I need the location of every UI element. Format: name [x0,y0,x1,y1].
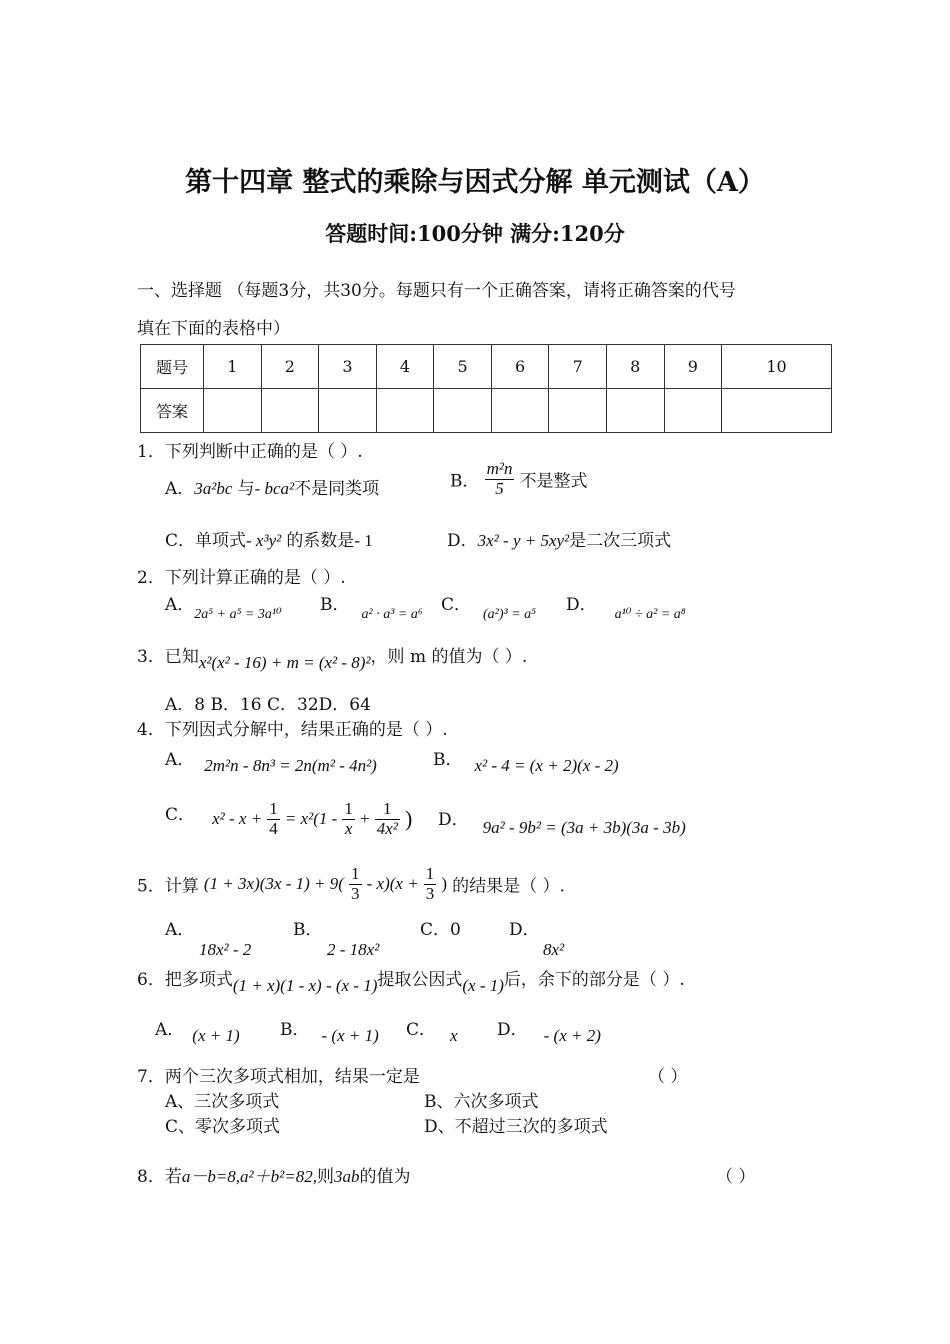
q3-options: A．8 B．16 C．32D．64 [165,695,371,715]
q7-option-c: C、零次多项式 [165,1117,281,1137]
q5-option-b: B． 2 - 18x² [293,920,380,959]
q7-option-d: D、不超过三次的多项式 [424,1117,608,1137]
q1-option-b: B． $\frac{\text{m²n}}{5}$ 不是整式 [450,459,588,498]
q7-answer-paren: （ ） [648,1067,688,1087]
exam-info: 答题时间:100分钟 满分:120分 [325,221,625,246]
table-number-cell: 2 [261,345,319,389]
answer-table [140,344,832,433]
q4-option-a: A． 2m²n - 8n³ = 2n(m² - 4n²) [165,750,377,775]
q7-option-b: B、六次多项式 [424,1092,539,1112]
answer-cell[interactable] [722,389,832,433]
q2-option-a: A．2a⁵ + a⁵ = 3a¹⁰ [165,595,282,622]
page-title: 第十四章 整式的乘除与因式分解 单元测试（A） [185,167,765,198]
q4-option-c: C． x² - x + $\frac{1}{4}$ = x²(1 - $\frac{1}{x}$ + $\frac{1}{\text{4x²}}$ ) [165,799,413,838]
table-number-cell: 5 [434,345,492,389]
q5-option-d: D． 8x² [509,920,565,959]
answer-cell[interactable] [606,389,664,433]
answer-cell[interactable] [491,389,549,433]
answer-cell[interactable] [376,389,434,433]
section-heading-line2: 填在下面的表格中） [137,319,290,339]
answer-table-header-row [141,345,832,389]
q2-stem: 2．下列计算正确的是（ ）. [137,568,346,588]
q7-option-a: A、三次多项式 [165,1092,280,1112]
table-number-cell: 1 [204,345,262,389]
q3-stem: 3．已知x²(x² - 16) + m = (x² - 8)²，则 m 的值为（ ）. [137,647,528,672]
q1-option-a: A．3a²bc 与- bca²不是同类项 [165,479,380,499]
q6-stem: 6．把多项式(1 + x)(1 - x) - (x - 1)提取公因式(x - 1)后，余下的部分是（ ）. [137,970,685,995]
table-number-cell: 4 [376,345,434,389]
table-label-answer: 答案 [141,389,204,433]
q1-option-c: C．单项式- x³y² 的系数是- 1 [165,531,373,551]
table-label-number: 题号 [141,345,204,389]
q6-option-d: D． - (x + 2) [497,1020,601,1045]
table-number-cell: 9 [664,345,722,389]
q2-option-c: C． (a²)³ = a⁵ [441,595,537,622]
q7-stem: 7．两个三次多项式相加，结果一定是 [137,1067,420,1087]
q2-option-d: D． a¹⁰ ÷ a² = a⁸ [566,595,686,622]
q6-option-c: C． x [406,1020,458,1045]
table-number-cell: 7 [549,345,607,389]
q2-option-b: B． a² · a³ = a⁶ [320,595,423,622]
answer-cell[interactable] [434,389,492,433]
answer-cell[interactable] [549,389,607,433]
section-heading-line1: 一、选择题 （每题3分，共30分。每题只有一个正确答案，请将正确答案的代号 [137,281,736,301]
answer-cell[interactable] [664,389,722,433]
q4-option-d: D． 9a² - 9b² = (3a + 3b)(3a - 3b) [438,810,686,837]
q4-option-b: B． x² - 4 = (x + 2)(x - 2) [433,750,619,775]
table-number-cell: 3 [319,345,377,389]
answer-cell[interactable] [204,389,262,433]
q6-option-a: A． (x + 1) [155,1020,240,1045]
q5-option-c: C．0 [420,920,461,940]
answer-cell[interactable] [261,389,319,433]
q1-stem: 1．下列判断中正确的是（ ）. [137,442,363,462]
q5-stem: 5．计算 (1 + 3x)(3x - 1) + 9( $\frac{1}{3}$ - x)(x + $\frac{1}{3}$ ) 的结果是（ ）. [137,864,565,903]
q8-stem: 8．若a－b=8,a²＋b²=82,则3ab的值为 [137,1167,411,1187]
table-number-cell: 10 [722,345,832,389]
table-number-cell: 8 [606,345,664,389]
q8-answer-paren: （ ） [716,1167,756,1187]
q6-option-b: B． - (x + 1) [280,1020,379,1045]
answer-cell[interactable] [319,389,377,433]
answer-table-answer-row [141,389,832,433]
table-number-cell: 6 [491,345,549,389]
q5-option-a: A． 18x² - 2 [165,920,252,959]
q4-stem: 4．下列因式分解中，结果正确的是（ ）. [137,720,448,740]
q1-option-d: D．3x² - y + 5xy²是二次三项式 [447,531,672,551]
